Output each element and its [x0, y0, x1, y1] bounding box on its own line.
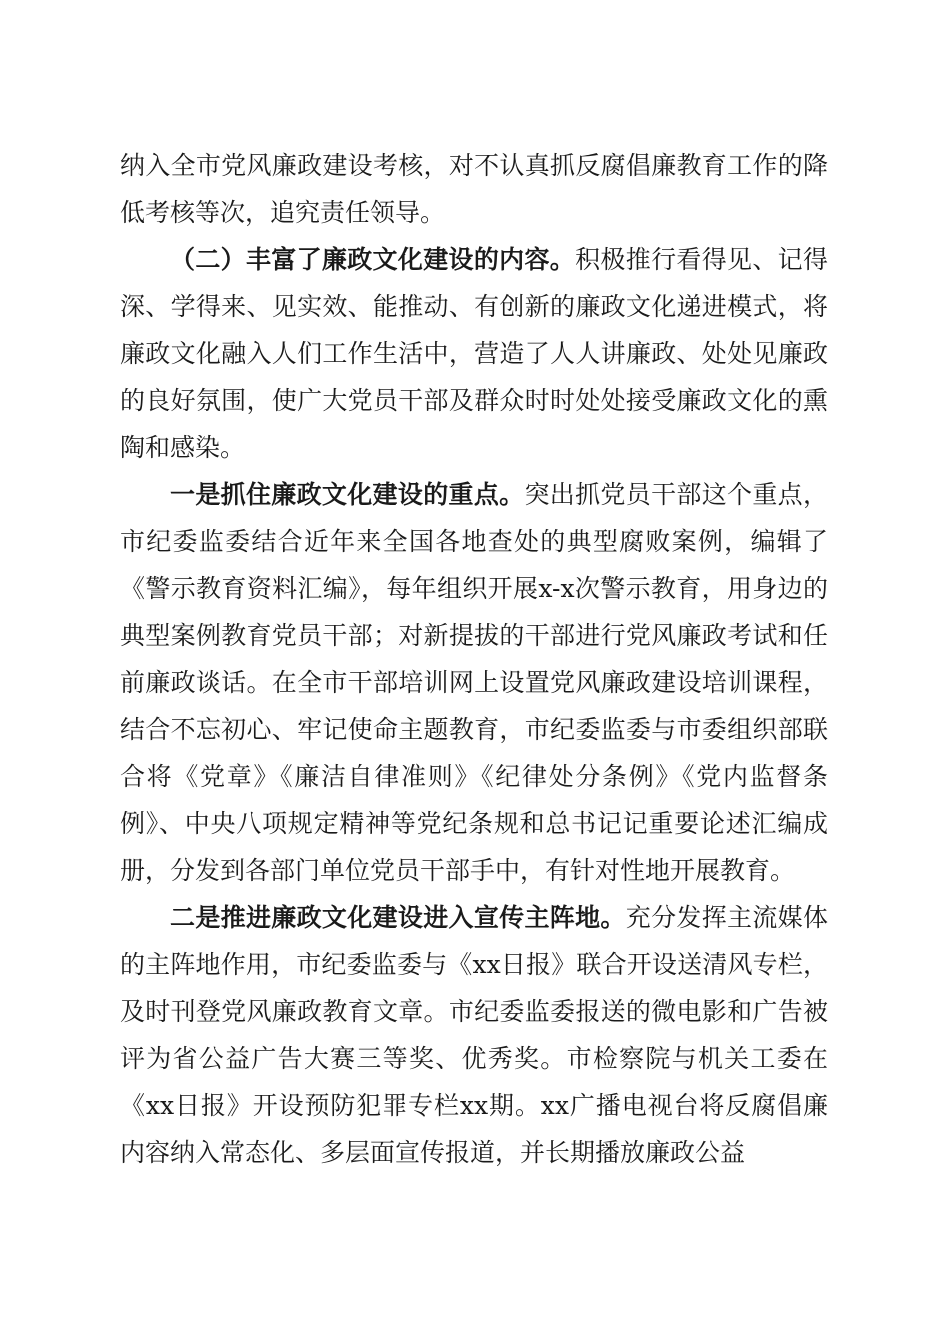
paragraph-text: 充分发挥主流媒体的主阵地作用，市纪委监委与《xx日报》联合开设送清风专栏，及时刊登党风廉政教育文章。市纪委监委报送的微电影和广告被评为省公益广告大赛三等奖、优秀奖。市检察院与机关工委在《xx日报》开设预防犯罪专栏xx期。xx广播电视台将反腐倡廉内容纳入常态化、多层面宣传报道，并长期播放廉政公益 — [120, 903, 828, 1167]
paragraph-text: 积极推行看得见、记得深、学得来、见实效、能推动、有创新的廉政文化递进模式，将廉政文化融入人们工作生活中，营造了人人讲廉政、处处见廉政的良好氛围，使广大党员干部及群众时时处处接受廉政文化的熏陶和感染。 — [120, 245, 828, 462]
paragraph-continuation — [120, 142, 828, 236]
paragraph-point-1 — [120, 471, 828, 894]
paragraph-point-2 — [120, 894, 828, 1176]
paragraph-text: 纳入全市党风廉政建设考核，对不认真抓反腐倡廉教育工作的降低考核等次，追究责任领导。 — [120, 151, 828, 227]
point-heading: 一是抓住廉政文化建设的重点。 — [170, 480, 525, 509]
point-heading: 二是推进廉政文化建设进入宣传主阵地。 — [170, 903, 626, 932]
paragraph-section-2 — [120, 236, 828, 471]
paragraph-text: 突出抓党员干部这个重点，市纪委监委结合近年来全国各地查处的典型腐败案例，编辑了《警示教育资料汇编》，每年组织开展x-x次警示教育，用身边的典型案例教育党员干部；对新提拔的干部进行党风廉政考试和任前廉政谈话。在全市干部培训网上设置党风廉政建设培训课程，结合不忘初心、牢记使命主题教育，市纪委监委与市委组织部联合将《党章》《廉洁自律准则》《纪律处分条例》《党内监督条例》、中央八项规定精神等党纪条规和总书记记重要论述汇编成册，分发到各部门单位党员干部手中，有针对性地开展教育。 — [120, 480, 828, 885]
document-body — [120, 142, 828, 1176]
section-heading: （二）丰富了廉政文化建设的内容。 — [170, 245, 576, 274]
